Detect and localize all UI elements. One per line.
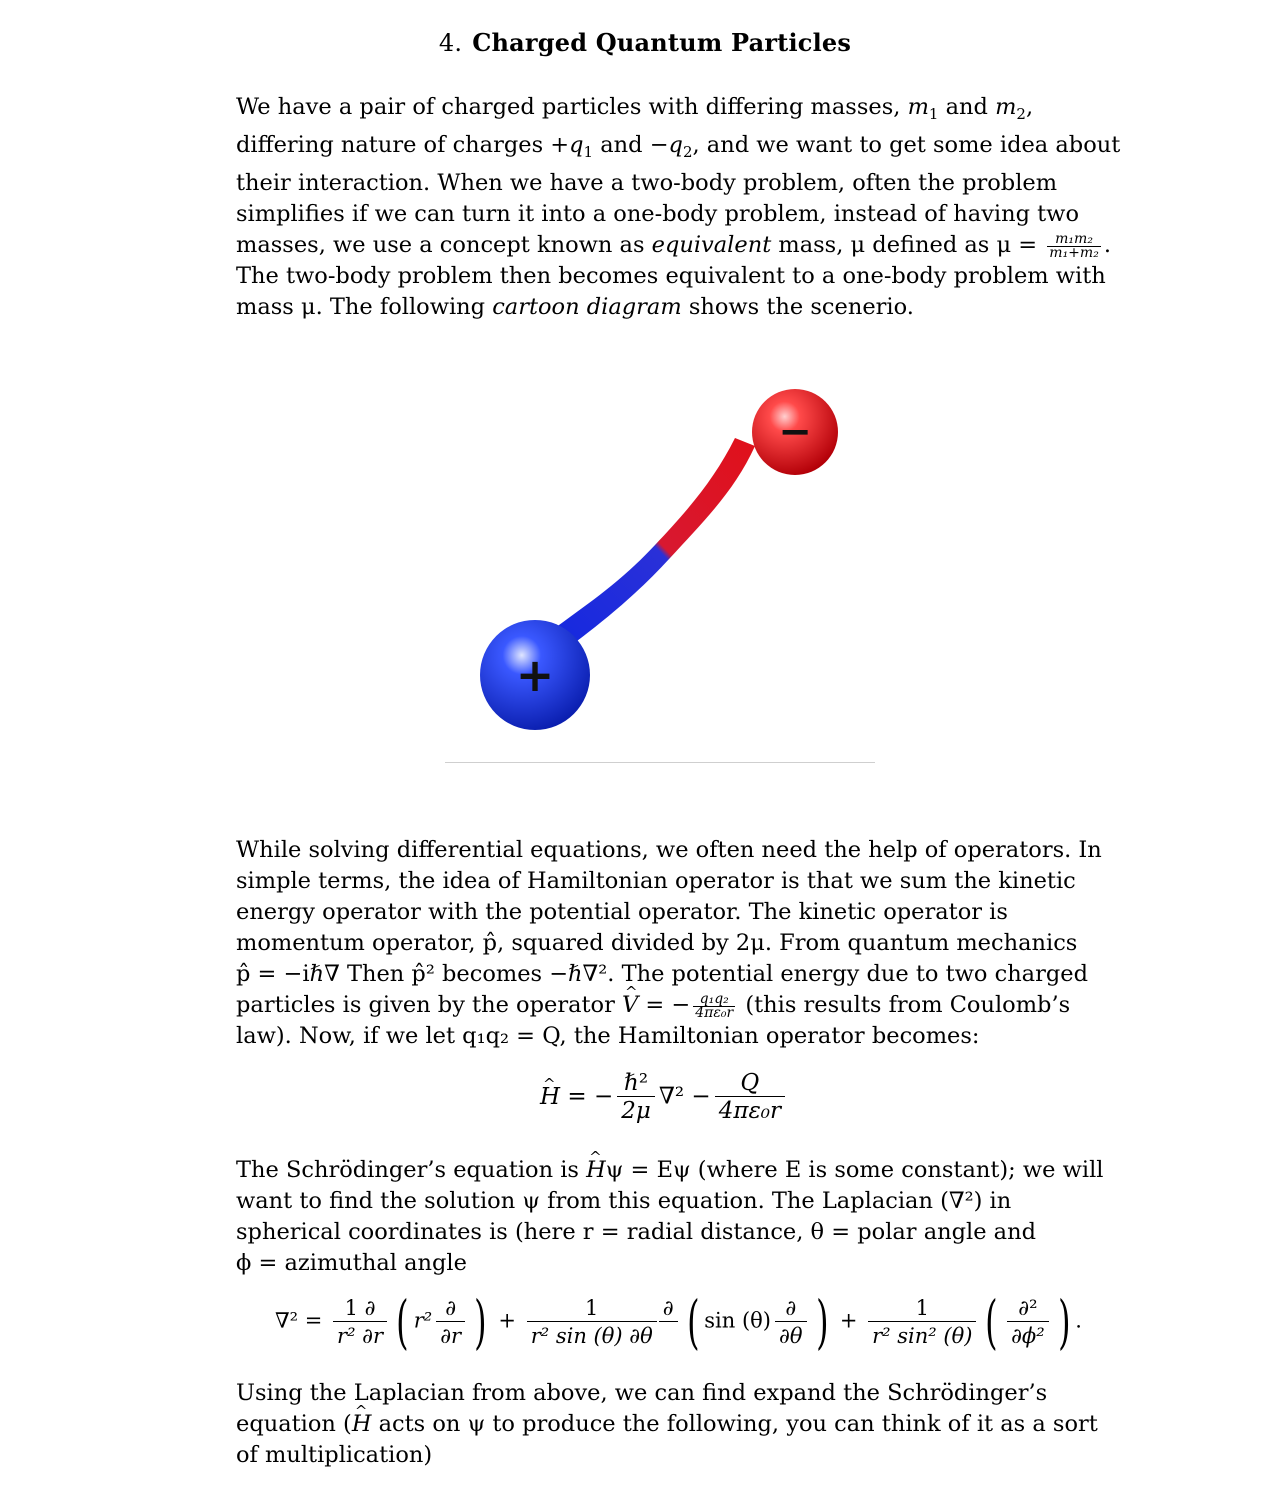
reduced-mass-fraction: $\frac{\text{m₁m₂}}{\text{m₁+m₂}}$	[1049, 230, 1099, 261]
closing-line-1: Using the Laplacian from above, we can find expand the Schrödinger’s	[236, 1380, 1048, 1406]
section-heading	[0, 28, 1264, 57]
schrodinger-line-1: The Schrödinger’s equation is ^ Hψ = Eψ (where E is some constant); we will	[236, 1155, 1096, 1186]
potential-fraction: $\frac{\text{q₁q₂}}{\text{4πε₀r}}$	[695, 990, 734, 1021]
operators-line-4: momentum operator, p̂, squared divided by 2μ. From quantum mechanics	[236, 930, 1078, 956]
schrodinger-line-2: want to find the solution ψ from this equation. The Laplacian (∇²) in	[236, 1188, 1012, 1214]
schrodinger-paragraph	[236, 1155, 1104, 1279]
operators-line-3: energy operator with the potential operator. The kinetic operator is	[236, 899, 1008, 925]
operators-line-1: While solving differential equations, we often need the help of operators. In	[236, 837, 1102, 863]
operators-line-5: p̂ = −iℏ∇ Then p̂² becomes −ℏ∇². The potential energy due to two charged	[236, 961, 1088, 987]
laplacian-equation: ∇² = $\frac{1 \partial}{\text{r² ∂r}}$ ( r² ∂ ∂r ) + $\frac{1}{\text{r² sin (θ) ∂θ}}$ ∂ ( sin (θ) ∂ ∂θ ) + $\frac{1}{\text{r² sin² (θ)}}$ ( ∂² ∂ϕ² ) .	[275, 1288, 1082, 1356]
figure-divider	[445, 762, 875, 763]
intro-line-5: masses, we use a concept known as equivalent mass, μ defined as μ = $\frac{\text{m₁m₂}}{\text{m₁+m₂}}$ .	[236, 230, 1111, 261]
intro-paragraph	[236, 92, 1121, 323]
intro-line-2: differing nature of charges $+q_1$ and $-q_2$, and we want to get some idea about	[236, 132, 1121, 161]
bond-connector	[550, 438, 755, 650]
closing-paragraph	[236, 1378, 1096, 1471]
intro-line-7: mass μ. The following cartoon diagram shows the scenerio.	[236, 294, 914, 320]
section-number: 4.	[438, 29, 463, 57]
intro-line-3: their interaction. When we have a two-body problem, often the problem	[236, 170, 1058, 196]
operators-line-2: simple terms, the idea of Hamiltonian operator is that we sum the kinetic	[236, 868, 1076, 894]
schrodinger-line-4: ϕ = azimuthal angle	[236, 1250, 467, 1276]
positive-charge-label: +	[515, 648, 555, 702]
negative-charge-label: −	[778, 409, 812, 455]
intro-line-1: We have a pair of charged particles with differing masses, $m_1$ and $m_2$,	[236, 94, 1034, 123]
hamiltonian-equation: ^ H = − ℏ² 2μ ∇² − $\frac{Q}{\text{4πε₀r}}$	[540, 1070, 789, 1125]
intro-line-6: The two-body problem then becomes equivalent to a one-body problem with	[236, 263, 1106, 289]
intro-line-4: simplifies if we can turn it into a one-body problem, instead of having two	[236, 201, 1079, 227]
section-title: Charged Quantum Particles	[472, 28, 852, 57]
operators-paragraph	[236, 835, 1102, 1052]
closing-line-2: equation (^ H acts on ψ to produce the following, you can think of it as a sort	[236, 1409, 1096, 1440]
schrodinger-line-3: spherical coordinates is (here r = radial distance, θ = polar angle and	[236, 1219, 1036, 1245]
operators-line-6: particles is given by the operator ^ V = − $\frac{\text{q₁q₂}}{\text{4πε₀r}}$ (this results from Coulomb’s	[236, 990, 1096, 1021]
operators-line-7: law). Now, if we let q₁q₂ = Q, the Hamiltonian operator becomes:	[236, 1023, 980, 1049]
closing-line-3: of multiplication)	[236, 1442, 433, 1468]
charged-particles-diagram	[400, 350, 880, 730]
